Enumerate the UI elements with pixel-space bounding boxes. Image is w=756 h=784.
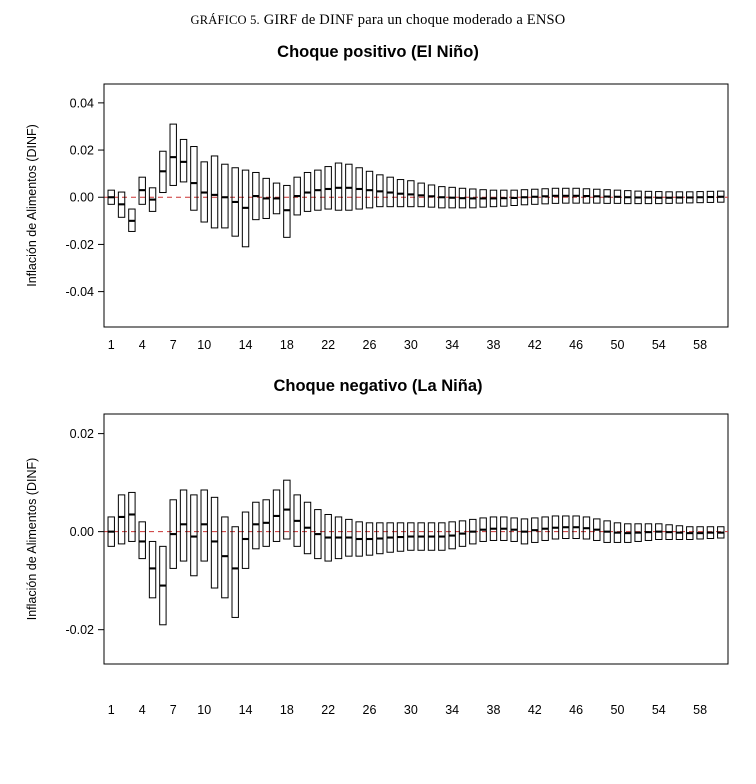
x-tick-label: 34 (445, 338, 460, 352)
plot-area-positive (0, 62, 756, 367)
y-tick-label: 0.00 (69, 525, 94, 540)
panel-negative-shock (0, 377, 756, 716)
box (139, 522, 145, 559)
figure-caption (0, 0, 756, 29)
box (325, 167, 331, 209)
plot-negative (0, 396, 756, 716)
box (170, 124, 176, 185)
box (222, 164, 228, 228)
x-tick-label: 18 (279, 338, 294, 352)
x-tick-label: 54 (651, 338, 666, 352)
y-tick-label: 0.00 (69, 190, 94, 205)
box (149, 541, 155, 597)
box (129, 492, 135, 541)
box (284, 185, 290, 237)
plot-frame (104, 84, 728, 327)
x-tick-label: 18 (279, 703, 294, 716)
box (201, 490, 207, 561)
y-tick-label: 0.04 (69, 96, 94, 111)
x-tick-label: 1 (107, 338, 115, 352)
x-tick-label: 1 (107, 703, 115, 716)
x-tick-label: 42 (527, 703, 542, 716)
figure-caption-prefix: GRÁFICO 5. (190, 13, 260, 27)
x-tick-label: 4 (138, 338, 146, 352)
x-tick-label: 38 (486, 338, 501, 352)
panel-positive-shock (0, 43, 756, 367)
y-tick-label: -0.02 (65, 623, 94, 638)
box-series (108, 480, 724, 625)
x-tick-label: 26 (362, 338, 377, 352)
box (211, 156, 217, 228)
x-tick-label: 7 (169, 703, 177, 716)
x-tick-label: 58 (693, 703, 708, 716)
box (191, 495, 197, 576)
y-axis-label: Inflación de Alimentos (DINF) (25, 457, 39, 621)
x-tick-label: 34 (445, 703, 460, 716)
x-tick-label: 50 (610, 703, 625, 716)
x-tick-label: 30 (403, 338, 418, 352)
x-tick-label: 22 (321, 338, 336, 352)
x-tick-label: 10 (197, 338, 212, 352)
y-tick-label: 0.02 (69, 143, 94, 158)
box (180, 490, 186, 561)
x-tick-label: 58 (693, 338, 708, 352)
box (232, 527, 238, 618)
box (335, 163, 341, 210)
figure-caption-text: GIRF de DINF para un choque moderado a ENSO (263, 12, 566, 28)
x-tick-label: 26 (362, 703, 377, 716)
box (253, 502, 259, 549)
box-series (108, 124, 724, 247)
x-tick-label: 10 (197, 703, 212, 716)
plot-positive (0, 62, 756, 367)
x-tick-label: 7 (169, 338, 177, 352)
x-tick-label: 46 (569, 338, 584, 352)
y-tick-label: -0.04 (65, 285, 94, 300)
x-tick-label: 46 (569, 703, 584, 716)
x-tick-label: 4 (138, 703, 146, 716)
x-tick-label: 50 (610, 338, 625, 352)
panel-title-positive: Choque positivo (El Niño) (277, 43, 479, 61)
box (222, 517, 228, 598)
box (211, 497, 217, 588)
x-tick-label: 38 (486, 703, 501, 716)
x-tick-label: 14 (238, 703, 253, 716)
box (191, 147, 197, 211)
box (118, 495, 124, 544)
y-tick-label: -0.02 (65, 237, 94, 252)
x-tick-label: 30 (403, 703, 418, 716)
y-axis-label: Inflación de Alimentos (DINF) (25, 124, 39, 287)
x-tick-label: 42 (527, 338, 542, 352)
x-tick-label: 54 (651, 703, 666, 716)
x-tick-label: 14 (238, 338, 253, 352)
box (180, 139, 186, 181)
x-tick-label: 22 (321, 703, 336, 716)
plot-frame (104, 414, 728, 664)
plot-area-negative (0, 396, 756, 716)
y-tick-label: 0.02 (69, 427, 94, 442)
panel-title-negative: Choque negativo (La Niña) (273, 377, 483, 395)
box (242, 512, 248, 568)
